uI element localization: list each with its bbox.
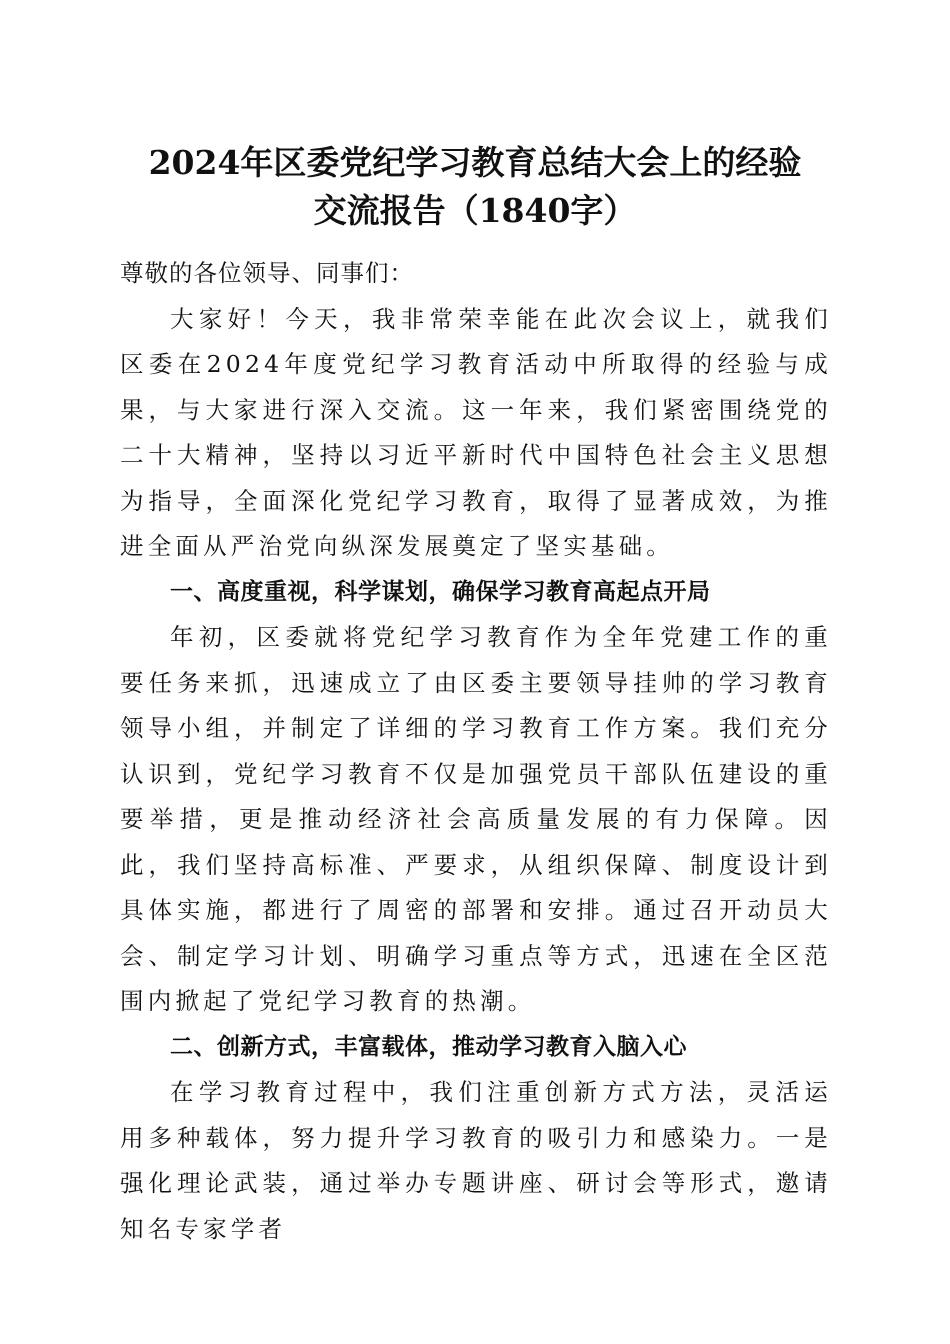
salutation: 尊敬的各位领导、同事们： [120, 259, 414, 287]
section-paragraph-2: 在学习教育过程中，我们注重创新方式方法，灵活运用多种载体，努力提升学习教育的吸引力和感染力。一是强化理论武装，通过举办专题讲座、研讨会等形式，邀请知名专家学者 [120, 1078, 832, 1243]
document-title-line-2: 交流报告（1840字） [313, 191, 637, 230]
section-paragraph-1: 年初，区委就将党纪学习教育作为全年党建工作的重要任务来抓，迅速成立了由区委主要领导挂帅的学习教育领导小组，并制定了详细的学习教育工作方案。我们充分认识到，党纪学习教育不仅是加强党员干部队伍建设的重要举措，更是推动经济社会高质量发展的有力保障。因此，我们坚持高标准、严要求，从组织保障、制度设计到具体实施，都进行了周密的部署和安排。通过召开动员大会、制定学习计划、明确学习重点等方式，迅速在全区范围内掀起了党纪学习教育的热潮。 [120, 623, 832, 1015]
document-title-line-1: 2024年区委党纪学习教育总结大会上的经验 [148, 143, 802, 182]
section-heading-1: 一、高度重视，科学谋划，确保学习教育高起点开局 [170, 578, 711, 605]
section-heading-2: 二、创新方式，丰富载体，推动学习教育入脑入心 [170, 1033, 687, 1060]
document-body [120, 251, 832, 1252]
paragraph-intro: 大家好！今天，我非常荣幸能在此次会议上，就我们区委在2024年度党纪学习教育活动中所取得的经验与成果，与大家进行深入交流。这一年来，我们紧密围绕党的二十大精神，坚持以习近平新时代中国特色社会主义思想为指导，全面深化党纪学习教育，取得了显著成效，为推进全面从严治党向纵深发展奠定了坚实基础。 [120, 304, 832, 560]
